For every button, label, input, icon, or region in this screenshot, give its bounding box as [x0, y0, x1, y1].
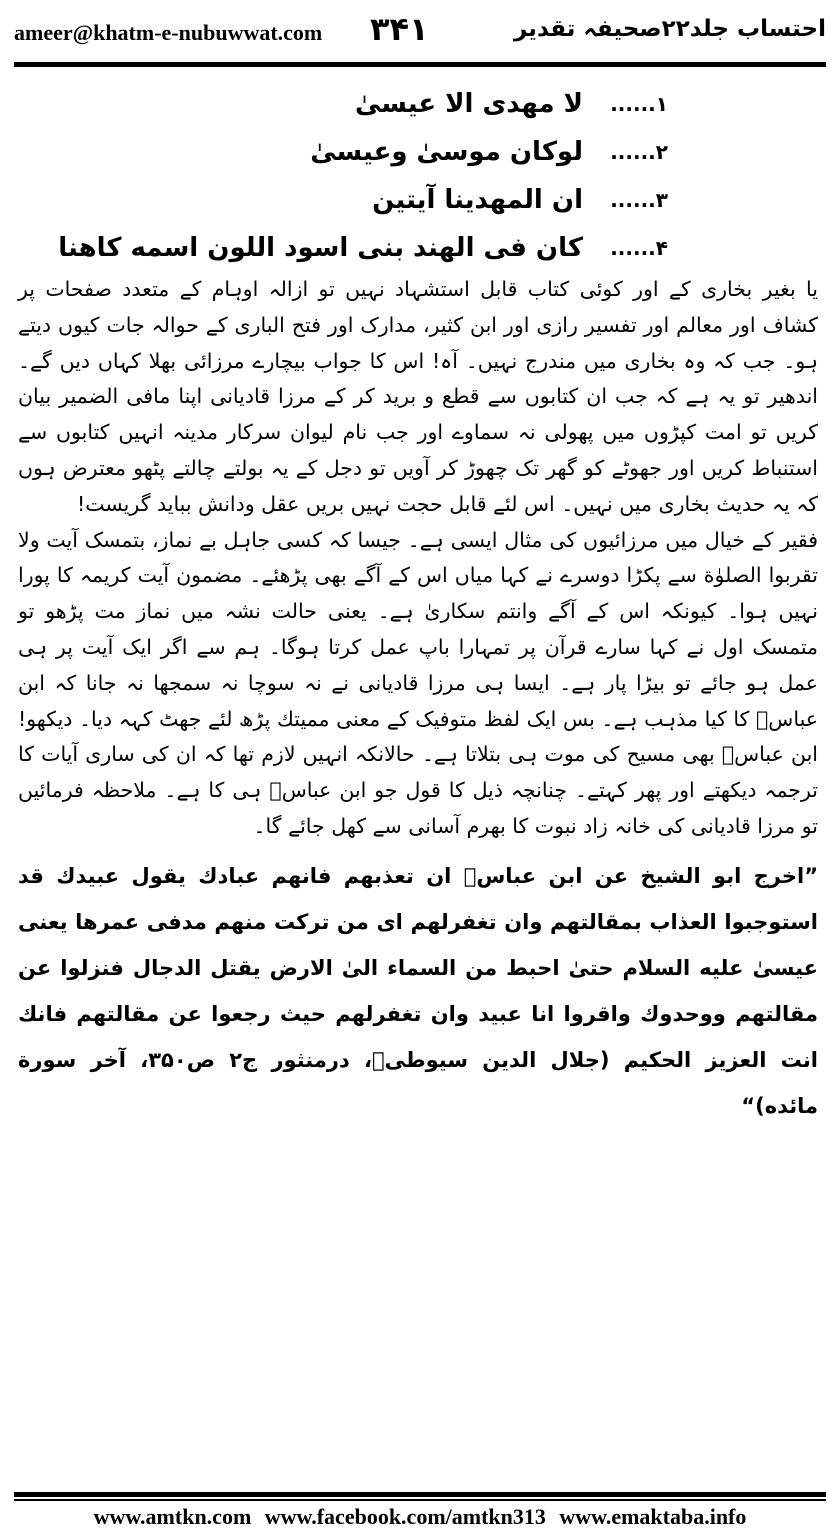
page-number: ۳۴۱ [370, 10, 429, 48]
header-email: ameer@khatm-e-nubuwwat.com [14, 20, 323, 45]
list-text: ان المهدینا آیتین [372, 185, 583, 215]
list-text: لا مهدی الا عیسیٰ [354, 89, 583, 119]
body-paragraph: یا بغیر بخاری کے اور کوئی کتاب قابل استشہاد نہیں تو ازالہ اوہام کے متعدد صفحات پر کشاف اور معالم اور تفسیر رازی اور ابن کثیر، مدارک اور فتح الباری کے حوالہ جات کیوں دیتے ہو۔ جب کہ وہ بخاری میں مندرج نہیں۔ آہ! اس کا جواب بیچارے مرزائی بھلا کہاں دیں گے۔ اندھیر تو یہ ہے کہ جب ان کتابوں سے قطع و برید کر کے مرزا قادیانی اپنا مافی الضمیر بیان کریں تو امت کپڑوں میں پھولی نہ سماوے اور جب نام لیوان سرکار مدینہ انہیں کتابوں سے استنباط کریں اور جھوٹے کو گھر تک چھوڑ کر آویں تو دجل کے یہ بولتے چالتے پٹھو معترض ہوں کہ یہ حدیث بخاری میں نہیں۔ اس لئے قابل حجت نہیں بریں عقل ودانش بباید گریست! [18, 277, 818, 516]
list-number: ۴...... [610, 236, 668, 260]
body-paragraph: فقیر کے خیال میں مرزائیوں کی مثال ایسی ہے۔ جیسا کہ کسی جاہل بے نماز، بتمسک آیت ولا تقربوا الصلوٰة سے پکڑا دوسرے نے کہا میاں اس کے آگے بھی پڑھئے۔ مضمون آیت کریمہ کا پورا نہیں ہوا۔ کیونکہ اس کے آگے وانتم سکاریٰ ہے۔ یعنی حالت نشہ میں نماز مت پڑھو تو متمسک اول نے کہا سارے قرآن پر تمہارا باپ عمل کرتا ہوگا۔ ہم سے اگر ایک آیت پر ہی عمل ہو جائے تو بیڑا پار ہے۔ ایسا ہی مرزا قادیانی نے نہ سوچا نہ سمجھا نہ جانا کہ ابن عباسؓ کا کیا مذہب ہے۔ بس ایک لفظ متوفیک کے معنی ممیتك پڑھ لئے جھٹ کہہ دیا۔ دیکھو! ابن عباسؓ بھی مسیح کی موت ہی بتلاتا ہے۔ حالانکہ انہیں لازم تھا کہ ان کی ساری آیات کا ترجمہ دیکھتے اور پھر کہتے۔ چنانچہ ذیل کا قول جو ابن عباسؓ ہی کا ہے۔ ملاحظہ فرمائیں تو مرزا قادیانی کی خانہ زاد نبوت کا بھرم آسانی سے کھل جائے گا۔ [18, 527, 818, 838]
footer-rule-top [14, 1492, 826, 1497]
list-item [18, 176, 818, 224]
list-item [18, 80, 818, 128]
footer-rule-bottom [14, 1499, 826, 1501]
list-number: ۳...... [610, 188, 668, 212]
page-header [14, 6, 826, 68]
header-rule [14, 62, 826, 67]
list-item [18, 128, 818, 176]
list-text: کان فی الهند بنی اسود اللون اسمه کاهنا [58, 233, 583, 263]
list-text: لوکان موسیٰ وعیسیٰ [310, 137, 583, 167]
page-body [18, 80, 818, 1129]
list-item [18, 224, 818, 272]
list-number: ۱...... [610, 92, 668, 116]
footer-links: www.amtkn.com www.facebook.com/amtkn313 www.emaktaba.info [93, 1504, 747, 1529]
arabic-quotation: ”اخرج ابو الشیخ عن ابن عباسؓ ان تعذبهم فانهم عبادك یقول عبیدك قد استوجبوا العذاب بمقالتهم وان تغفرلهم ای من ترکت منهم مدفی عمرها یعنی عیسیٰ علیه السلام حتیٰ احبط من السماء الیٰ الارض یقتل الدجال فنزلوا عن مقالتهم ووحدوك واقروا انا عبید وان تغفرلهم حیث رجعوا عن مقالتهم فانك انت العزیز الحکیم (جلال الدین سیوطیؒ، درمنثور ج۲ ص۳۵۰، آخر سورة مائده)“ [18, 863, 818, 1118]
running-title: احتساب جلد۲۲صحیفہ تقدیر [514, 16, 826, 42]
list-number: ۲...... [610, 140, 668, 164]
